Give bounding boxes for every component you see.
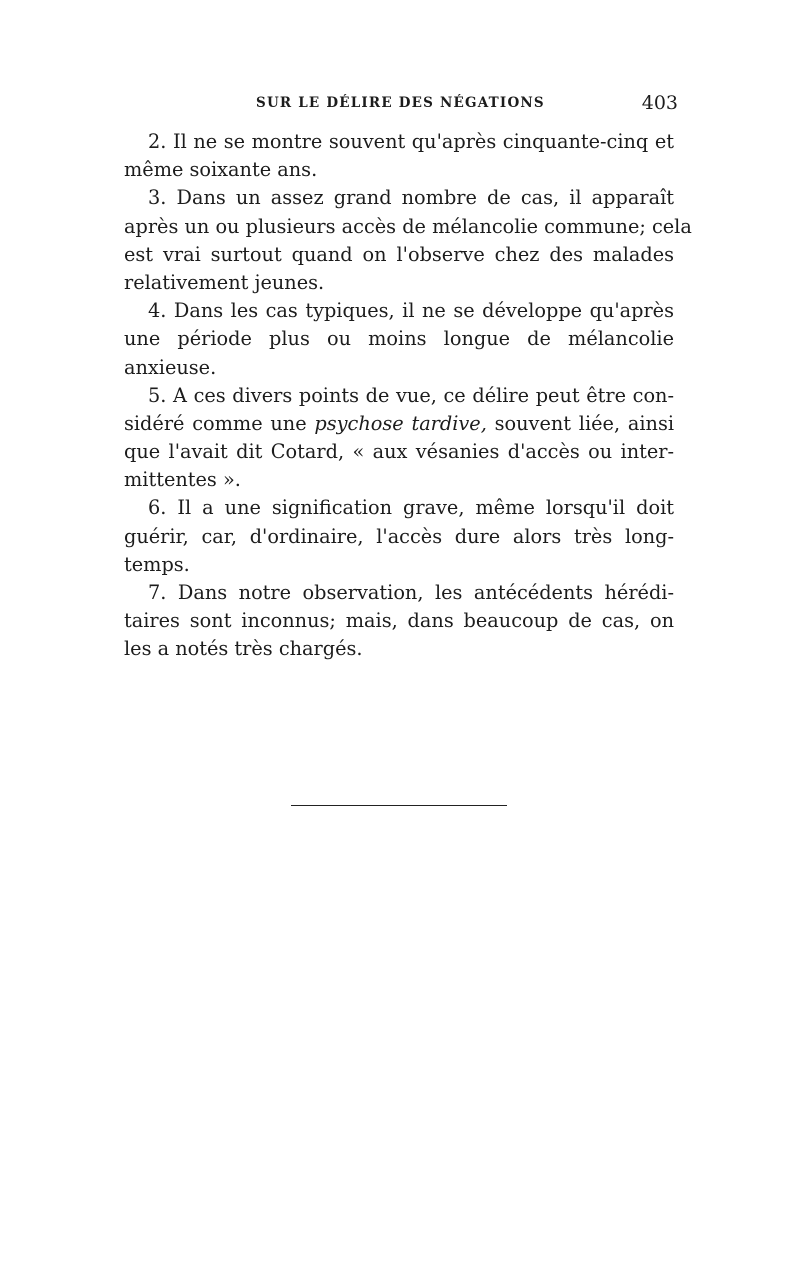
text-line: les a notés très chargés. bbox=[124, 637, 363, 661]
page-header bbox=[124, 92, 681, 118]
text-line: après un ou plusieurs accès de mélancolie commune; cela bbox=[124, 214, 692, 238]
text-line: 2. Il ne se montre souvent qu'après cinquante-cinq et bbox=[148, 130, 674, 153]
text-line: relativement jeunes. bbox=[124, 270, 325, 294]
text-line: 3. Dans un assez grand nombre de cas, il apparaît bbox=[148, 186, 674, 210]
text-line: mittentes ». bbox=[124, 468, 241, 492]
text-line: est vrai surtout quand on l'observe chez des malades bbox=[124, 242, 674, 266]
end-rule bbox=[291, 805, 507, 806]
page-number: 403 bbox=[641, 92, 678, 114]
text-fragment: sidéré comme une bbox=[124, 411, 315, 435]
text-fragment: souvent liée, ainsi bbox=[486, 411, 675, 435]
text-line: 6. Il a une signification grave, même lorsqu'il doit bbox=[148, 496, 674, 520]
text-line: guérir, car, d'ordinaire, l'accès dure alors très long- bbox=[124, 524, 674, 548]
text-line: une période plus ou moins longue de mélancolie bbox=[124, 327, 674, 351]
text-line: même soixante ans. bbox=[124, 158, 318, 182]
text-line: taires sont inconnus; mais, dans beaucoup de cas, on bbox=[124, 609, 674, 633]
body-text bbox=[124, 128, 692, 664]
text-line: temps. bbox=[124, 552, 190, 576]
text-line: 5. A ces divers points de vue, ce délire peut être con- bbox=[148, 383, 674, 407]
running-title: SUR LE DÉLIRE DES NÉGATIONS bbox=[256, 95, 545, 111]
text-line: que l'avait dit Cotard, « aux vésanies d'accès ou inter- bbox=[124, 440, 674, 464]
text-line: 4. Dans les cas typiques, il ne se développe qu'après bbox=[148, 299, 674, 323]
italic-phrase: psychose tardive, bbox=[314, 411, 487, 435]
text-line bbox=[124, 410, 674, 438]
text-line: 7. Dans notre observation, les antécédents hérédi- bbox=[148, 581, 674, 604]
text-line: anxieuse. bbox=[124, 355, 217, 379]
